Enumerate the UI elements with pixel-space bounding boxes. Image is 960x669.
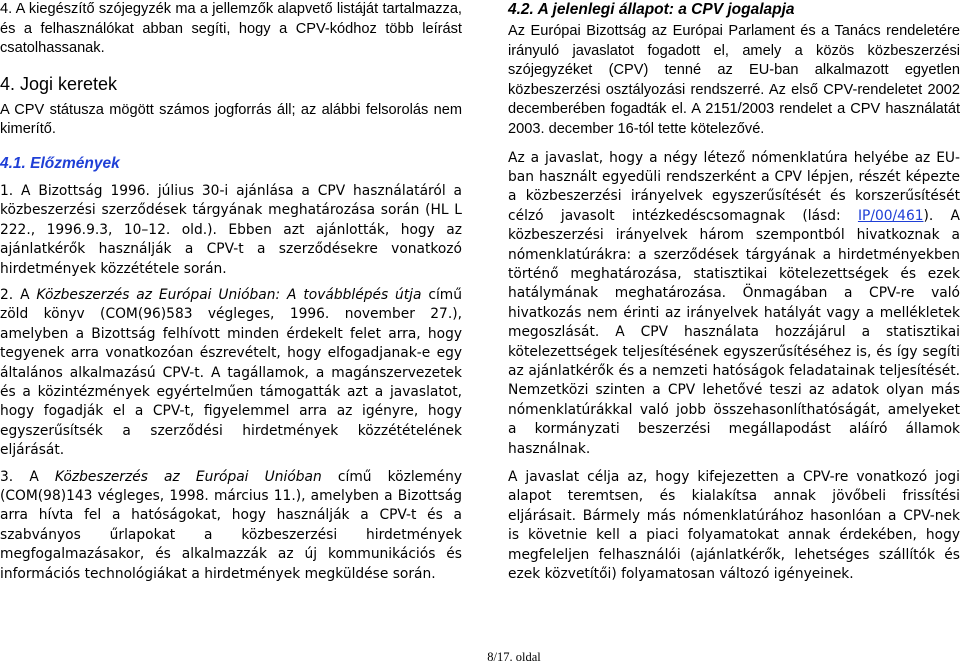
list-item-3-title: Közbeszerzés az Európai Unióban [54,468,322,485]
ip-00-461-link[interactable]: IP/00/461 [857,207,924,224]
section-intro-paragraph: A CPV státusza mögött számos jogforrás áll; az alábbi felsorolás nem kimerítő. [0,101,462,138]
section-heading-jogi-keretek: 4. Jogi keretek [0,73,118,94]
list-item-2-title: Közbeszerzés az Európai Unióban: A továbblépés útja [36,287,422,303]
left-column [0,0,462,584]
right-column [508,0,960,585]
right-paragraph-2-end: ). A közbeszerzési irányelvek három szempontból hivatkoznak a nómenklatúrákra: a szerződések tárgyának a hirdetményekben történő meghatározása, statisztikai kötelezettségek és ezek hatálymának meghatározása. Önmagában a CPV-re való hivatkozás nem érinti az irányelvek hatályát vagy a mellékletek megoszlását. A CPV használata hozzájárul a statisztikai kötelezettségek teljesítésének egyszerűsítéséhez is, és így segíti az ajánlatkérők és a nemzeti hatóságok feladatainak teljesítését. Nemzetközi szinten a CPV lehetővé teszi az adatok olyan más nómenklatúrákkal való jobb összehasonlíthatóságát, amelyeket a kormányzati beszerzési megállapodást aláíró államok használnak. [508,207,960,457]
list-item-1: 1. A Bizottság 1996. július 30-i ajánlása a CPV használatáról a közbeszerzési szerződések tárgyának meghatározása során (HL L 222., 1996.9.3, 10–12. old.). Ebben azt ajánlották, hogy az ajánlatkérők használják a CPV-t a szerződésekre vonatkozó hirdetmények közzététele során. [0,182,462,277]
list-item-3-body: című közlemény (COM(98)143 végleges, 1998. március 11.), amelyben a Bizottság arra hívta fel a hatóságokat, hogy használják a CPV-t és a szabványos űrlapokat a közbeszerzési hirdetmények megfogalmazásakor, és alkalmazzák az új kommunikációs és információs technológiákat a hirdetmények megküldése során. [0,468,462,582]
list-item-2 [0,286,462,461]
subheading-elozmenyek: 4.1. Előzmények [0,154,120,172]
intro-paragraph: 4. A kiegészítő szójegyzék ma a jellemzők alapvető listáját tartalmazza, és a felhasználókat abban segíti, hogy a CPV-kódhoz több leírást csatolhassanak. [0,1,462,57]
right-paragraph-2 [508,149,960,460]
right-paragraph-3: A javaslat célja az, hogy kifejezetten a CPV-re vonatkozó jogi alapot teremtsen, és kialakítsa annak jövőbeli frissítési eljárásait. Bármely más nómenklatúrához hasonlóan a CPV-nek is követnie kell a piaci folyamatokat annak érdekében, hogy megfeleljen felhasználói (ajánlatkérők, lehetséges szállítók és ezek közvetítői) folyamatosan változó igényeinek. [508,469,960,583]
subheading-jelenlegi-allapot: 4.2. A jelenlegi állapot: a CPV jogalapja [508,1,795,18]
page-number: 8/17. oldal [487,650,541,664]
list-item-2-body: című zöld könyv (COM(96)583 végleges, 1996. november 27.), amelyben a Bizottság felhívott minden érdekelt felet arra, hogy tegyenek arra vonatkozóan észrevételt, hogy elfogadjanak-e egy általános alkalmazású CPV-t. A tagállamok, a magánszervezetek és a közintézmények egyértelműen támogatták azt a javaslatot, hogy fogadják el a CPV-t, figyelemmel arra az igényre, hogy egyszerűsítsék a szerződési hirdetmények közzétételének eljárását. [0,287,462,459]
list-item-3-prefix: 3. A [0,468,55,485]
list-item-3 [0,468,462,584]
list-item-2-prefix: 2. A [0,287,37,303]
right-paragraph-1: Az Európai Bizottság az Európai Parlament és a Tanács rendeletére irányuló javaslatot fogadott el, amely a közös közbeszerzési szójegyzéket (CPV) tenné az EU-ban alkalmazott egyetlen közbeszerzési osztályozási rendszerré. Az első CPV-rendeletet 2002 decemberében fogadták el. A 2151/2003 rendelet a CPV használatát 2003. december 16-tól tette kötelezővé. [508,23,960,137]
right-paragraph-2-start: Az a javaslat, hogy a négy létező nómenklatúra helyébe az EU-ban használt egyedüli rendszerként a CPV lépjen, részét képezte a közbeszerzési irányelvek egyszerűsítését és korszerűsítését célzó javasolt intézkedéscsomagnak (lásd: [508,149,960,224]
